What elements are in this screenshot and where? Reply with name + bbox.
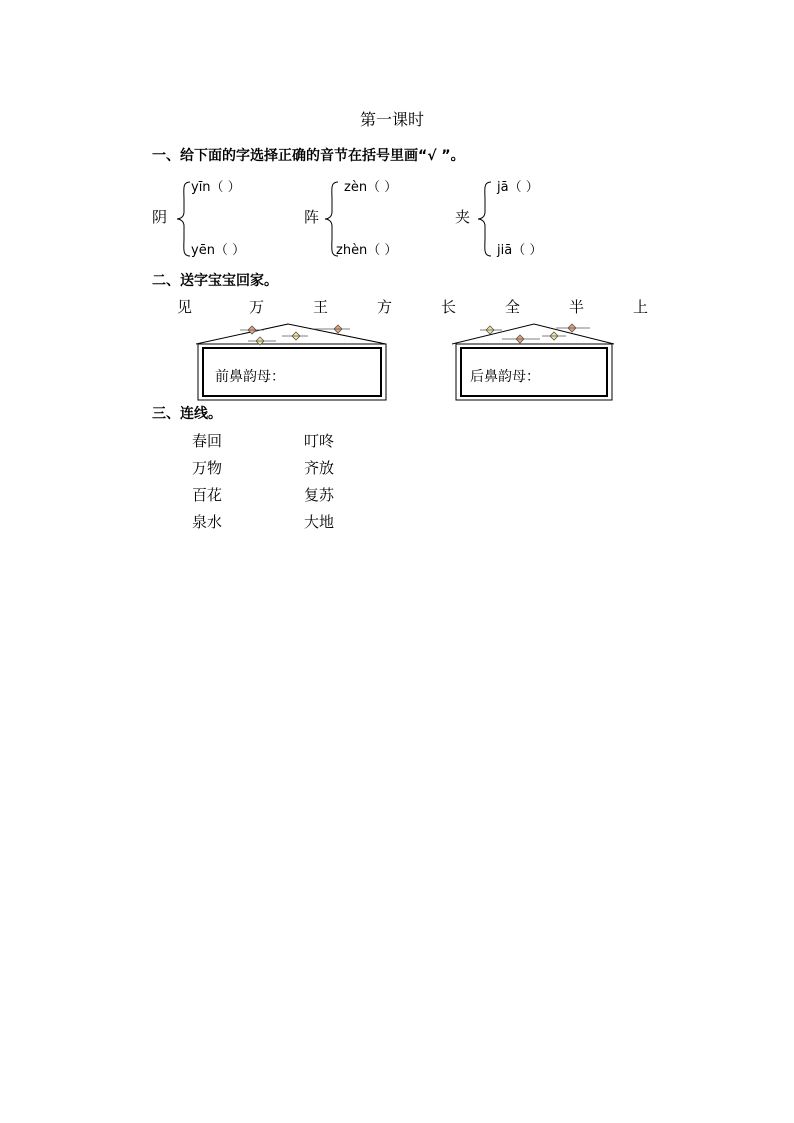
match-right-item[interactable]: 复苏 [304, 486, 335, 504]
match-right-item[interactable]: 齐放 [304, 459, 335, 477]
pinyin-option[interactable]: jā（ ） [497, 180, 539, 195]
pinyin-option[interactable]: yīn（ ） [191, 180, 241, 195]
page-title: 第一课时 [360, 110, 425, 129]
house-label: 后鼻韵母： [470, 369, 540, 385]
word-char[interactable]: 全 [505, 298, 521, 316]
word-char[interactable]: 见 [177, 298, 193, 316]
pinyin-option[interactable]: zèn（ ） [344, 180, 398, 195]
section-1-heading: 一、给下面的字选择正确的音节在括号里画“√ ”。 [152, 148, 465, 164]
match-right-item[interactable]: 叮咚 [304, 432, 335, 450]
star-icon [240, 325, 350, 345]
word-char[interactable]: 方 [377, 298, 393, 316]
house-back-nasal [452, 320, 618, 402]
match-left-item[interactable]: 万物 [192, 459, 223, 477]
word-char[interactable]: 半 [569, 298, 585, 316]
pinyin-option[interactable]: jiā（ ） [497, 243, 543, 258]
pinyin-option[interactable]: yēn（ ） [191, 243, 246, 258]
pinyin-group-char: 阵 [304, 208, 320, 226]
word-char[interactable]: 长 [441, 298, 457, 316]
match-right-item[interactable]: 大地 [304, 513, 335, 531]
pinyin-group-char: 夹 [455, 208, 471, 226]
word-char[interactable]: 王 [313, 298, 329, 316]
section-3-heading: 三、连线。 [152, 406, 222, 422]
pinyin-option[interactable]: zhèn（ ） [336, 243, 398, 258]
house-front-nasal [196, 320, 390, 402]
section-2-heading: 二、送字宝宝回家。 [152, 273, 278, 289]
brace-icon [477, 180, 493, 258]
match-left-item[interactable]: 百花 [192, 486, 223, 504]
word-char[interactable]: 上 [633, 298, 649, 316]
match-left-item[interactable]: 泉水 [192, 513, 223, 531]
brace-icon [176, 180, 192, 258]
match-left-item[interactable]: 春回 [192, 432, 223, 450]
house-label: 前鼻韵母： [215, 369, 285, 385]
pinyin-group-char: 阴 [152, 208, 168, 226]
word-char[interactable]: 万 [249, 298, 265, 316]
